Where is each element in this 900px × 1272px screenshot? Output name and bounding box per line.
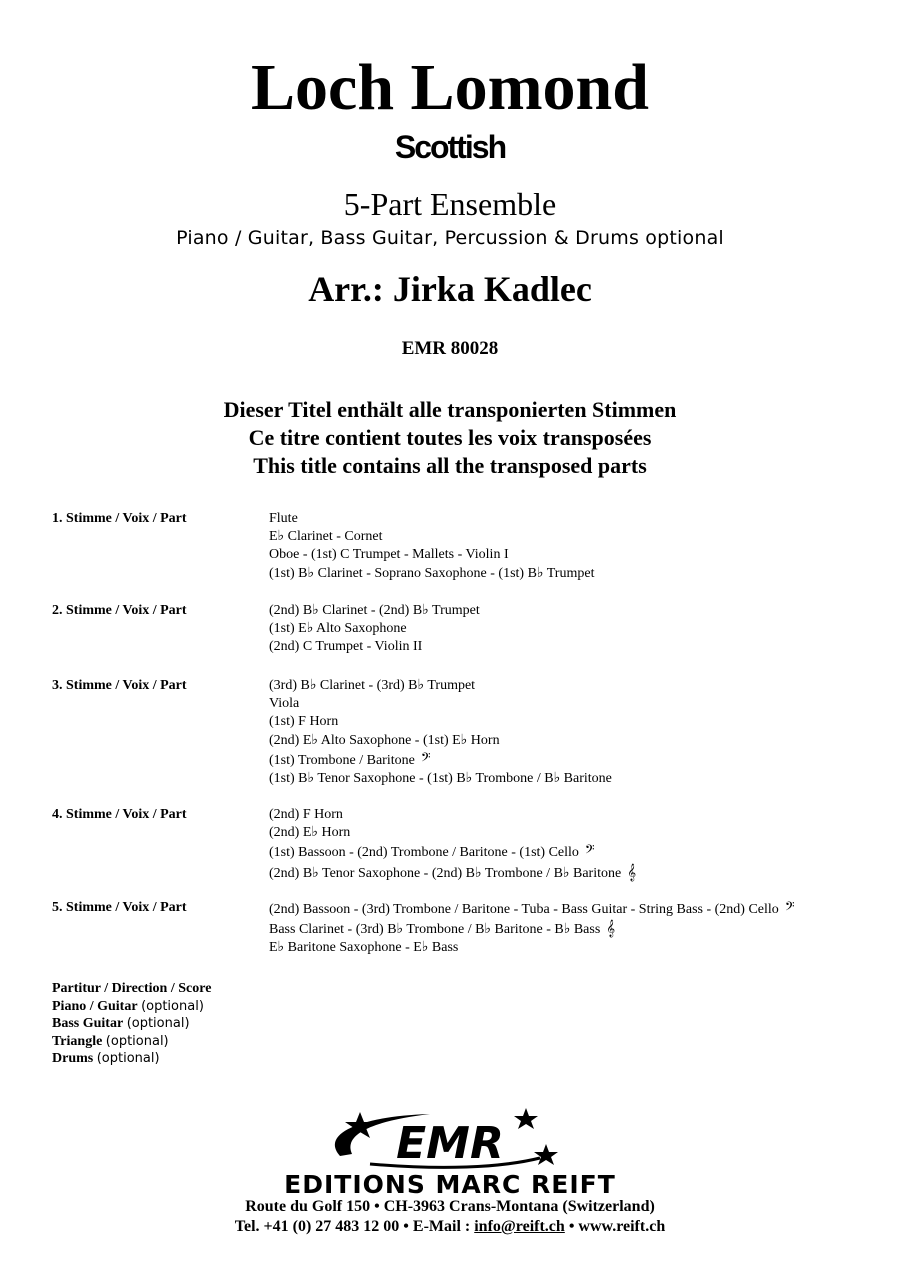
page-title: Loch Lomond xyxy=(251,51,649,124)
instrument-text: (2nd) B♭ Clarinet - (2nd) B♭ Trumpet xyxy=(269,603,480,618)
part-label: 1. Stimme / Voix / Part xyxy=(52,511,187,526)
publisher-address: Route du Golf 150 • CH-3963 Crans-Montana (Switzerland) xyxy=(245,1198,655,1215)
part-instrument-list xyxy=(269,677,612,788)
instrument-text: E♭ Baritone Saxophone - E♭ Bass xyxy=(269,940,459,956)
extra-item: Piano / Guitar (optional) xyxy=(52,998,204,1014)
treble-clef-icon: 𝄞 xyxy=(606,919,616,938)
part-instrument-list xyxy=(269,806,636,883)
phone-text: Tel. +41 (0) 27 483 12 00 • E-Mail : xyxy=(234,1218,475,1235)
instrument-text: E♭ Clarinet - Cornet xyxy=(269,529,383,545)
part-label: 2. Stimme / Voix / Part xyxy=(52,603,187,618)
logo-lettering: EMR xyxy=(396,1118,504,1169)
bass-clef-icon: 𝄢 xyxy=(420,749,431,768)
instrument-line xyxy=(269,824,636,842)
instrument-text: (2nd) E♭ Alto Saxophone - (1st) E♭ Horn xyxy=(269,732,500,748)
instrument-text: (2nd) F Horn xyxy=(269,807,343,822)
instrument-line xyxy=(269,546,594,564)
instrument-text: Viola xyxy=(269,696,300,712)
notice-english: This title contains all the transposed parts xyxy=(253,453,647,478)
instrument-line xyxy=(269,750,612,770)
instrument-text: Flute xyxy=(269,511,298,526)
instrument-line xyxy=(269,863,636,883)
extra-item: Triangle (optional) xyxy=(52,1033,169,1049)
instrumentation: Piano / Guitar, Bass Guitar, Percussion & Drums optional xyxy=(176,227,724,249)
instrument-text: (2nd) E♭ Horn xyxy=(269,825,351,841)
instrument-line xyxy=(269,732,612,750)
instrument-line xyxy=(269,842,636,862)
emr-logo-icon xyxy=(300,1104,600,1176)
extra-item: Bass Guitar (optional) xyxy=(52,1016,190,1031)
email-link[interactable]: info@reift.ch xyxy=(474,1218,565,1235)
ensemble-type: 5-Part Ensemble xyxy=(343,186,557,222)
arranger: Arr.: Jirka Kadlec xyxy=(308,269,592,309)
publisher-contact xyxy=(0,1217,900,1237)
instrument-text: (1st) F Horn xyxy=(269,714,339,730)
part-instrument-list xyxy=(269,899,794,958)
publisher-name: EDITIONS MARC REIFT xyxy=(284,1170,616,1199)
instrument-line xyxy=(269,638,480,656)
bass-clef-icon: 𝄢 xyxy=(584,842,595,861)
part-instrument-list xyxy=(269,602,480,657)
instrument-line xyxy=(269,528,594,546)
instrument-line xyxy=(269,620,480,638)
instrument-line xyxy=(269,806,636,824)
transposition-notice xyxy=(0,396,900,480)
instrument-line xyxy=(269,919,794,939)
instrument-text: (1st) E♭ Alto Saxophone xyxy=(269,621,407,637)
instrument-line xyxy=(269,565,594,583)
instrument-text: (1st) B♭ Clarinet - Soprano Saxophone - (1st) B♭ Trumpet xyxy=(269,565,595,581)
catalog-number: EMR 80028 xyxy=(401,338,499,359)
bass-clef-icon: 𝄢 xyxy=(784,899,795,917)
instrument-text: (1st) Trombone / Baritone xyxy=(269,752,415,768)
instrument-line xyxy=(269,695,612,713)
notice-german: Dieser Titel enthält alle transponierten Stimmen xyxy=(223,397,677,422)
instrument-line xyxy=(269,899,794,919)
instrument-line xyxy=(269,602,480,620)
score-label: Partitur / Direction / Score xyxy=(52,981,212,996)
website-text: • www.reift.ch xyxy=(564,1218,666,1235)
instrument-text: (2nd) B♭ Tenor Saxophone - (2nd) B♭ Trombone / B♭ Baritone xyxy=(269,865,622,881)
instrument-line xyxy=(269,939,794,957)
part-instrument-list xyxy=(269,510,594,583)
instrument-text: (3rd) B♭ Clarinet - (3rd) B♭ Trumpet xyxy=(269,678,476,693)
instrument-text: Oboe - (1st) C Trumpet - Mallets - Violin I xyxy=(269,547,509,563)
instrument-line xyxy=(269,510,594,528)
part-label: 5. Stimme / Voix / Part xyxy=(52,900,187,915)
instrument-text: (1st) Bassoon - (2nd) Trombone / Baritone - (1st) Cello xyxy=(269,845,579,861)
instrument-line xyxy=(269,713,612,731)
instrument-text: (2nd) Bassoon - (3rd) Trombone / Baritone - Tuba - Bass Guitar - String Bass - (2nd) Cello xyxy=(269,902,779,917)
extra-parts xyxy=(52,980,211,1068)
instrument-text: Bass Clarinet - (3rd) B♭ Trombone / B♭ Baritone - B♭ Bass xyxy=(269,922,601,938)
instrument-text: (1st) B♭ Tenor Saxophone - (1st) B♭ Trombone / B♭ Baritone xyxy=(269,771,612,787)
extra-item: Drums (optional) xyxy=(52,1051,160,1066)
instrument-line xyxy=(269,770,612,788)
treble-clef-icon: 𝄞 xyxy=(627,862,637,881)
instrument-text: (2nd) C Trumpet - Violin II xyxy=(269,639,423,655)
part-label: 4. Stimme / Voix / Part xyxy=(52,807,187,822)
instrument-line xyxy=(269,677,612,695)
notice-french: Ce titre contient toutes les voix transposées xyxy=(248,425,652,450)
subtitle: Scottish xyxy=(394,129,506,165)
part-label: 3. Stimme / Voix / Part xyxy=(52,678,187,693)
